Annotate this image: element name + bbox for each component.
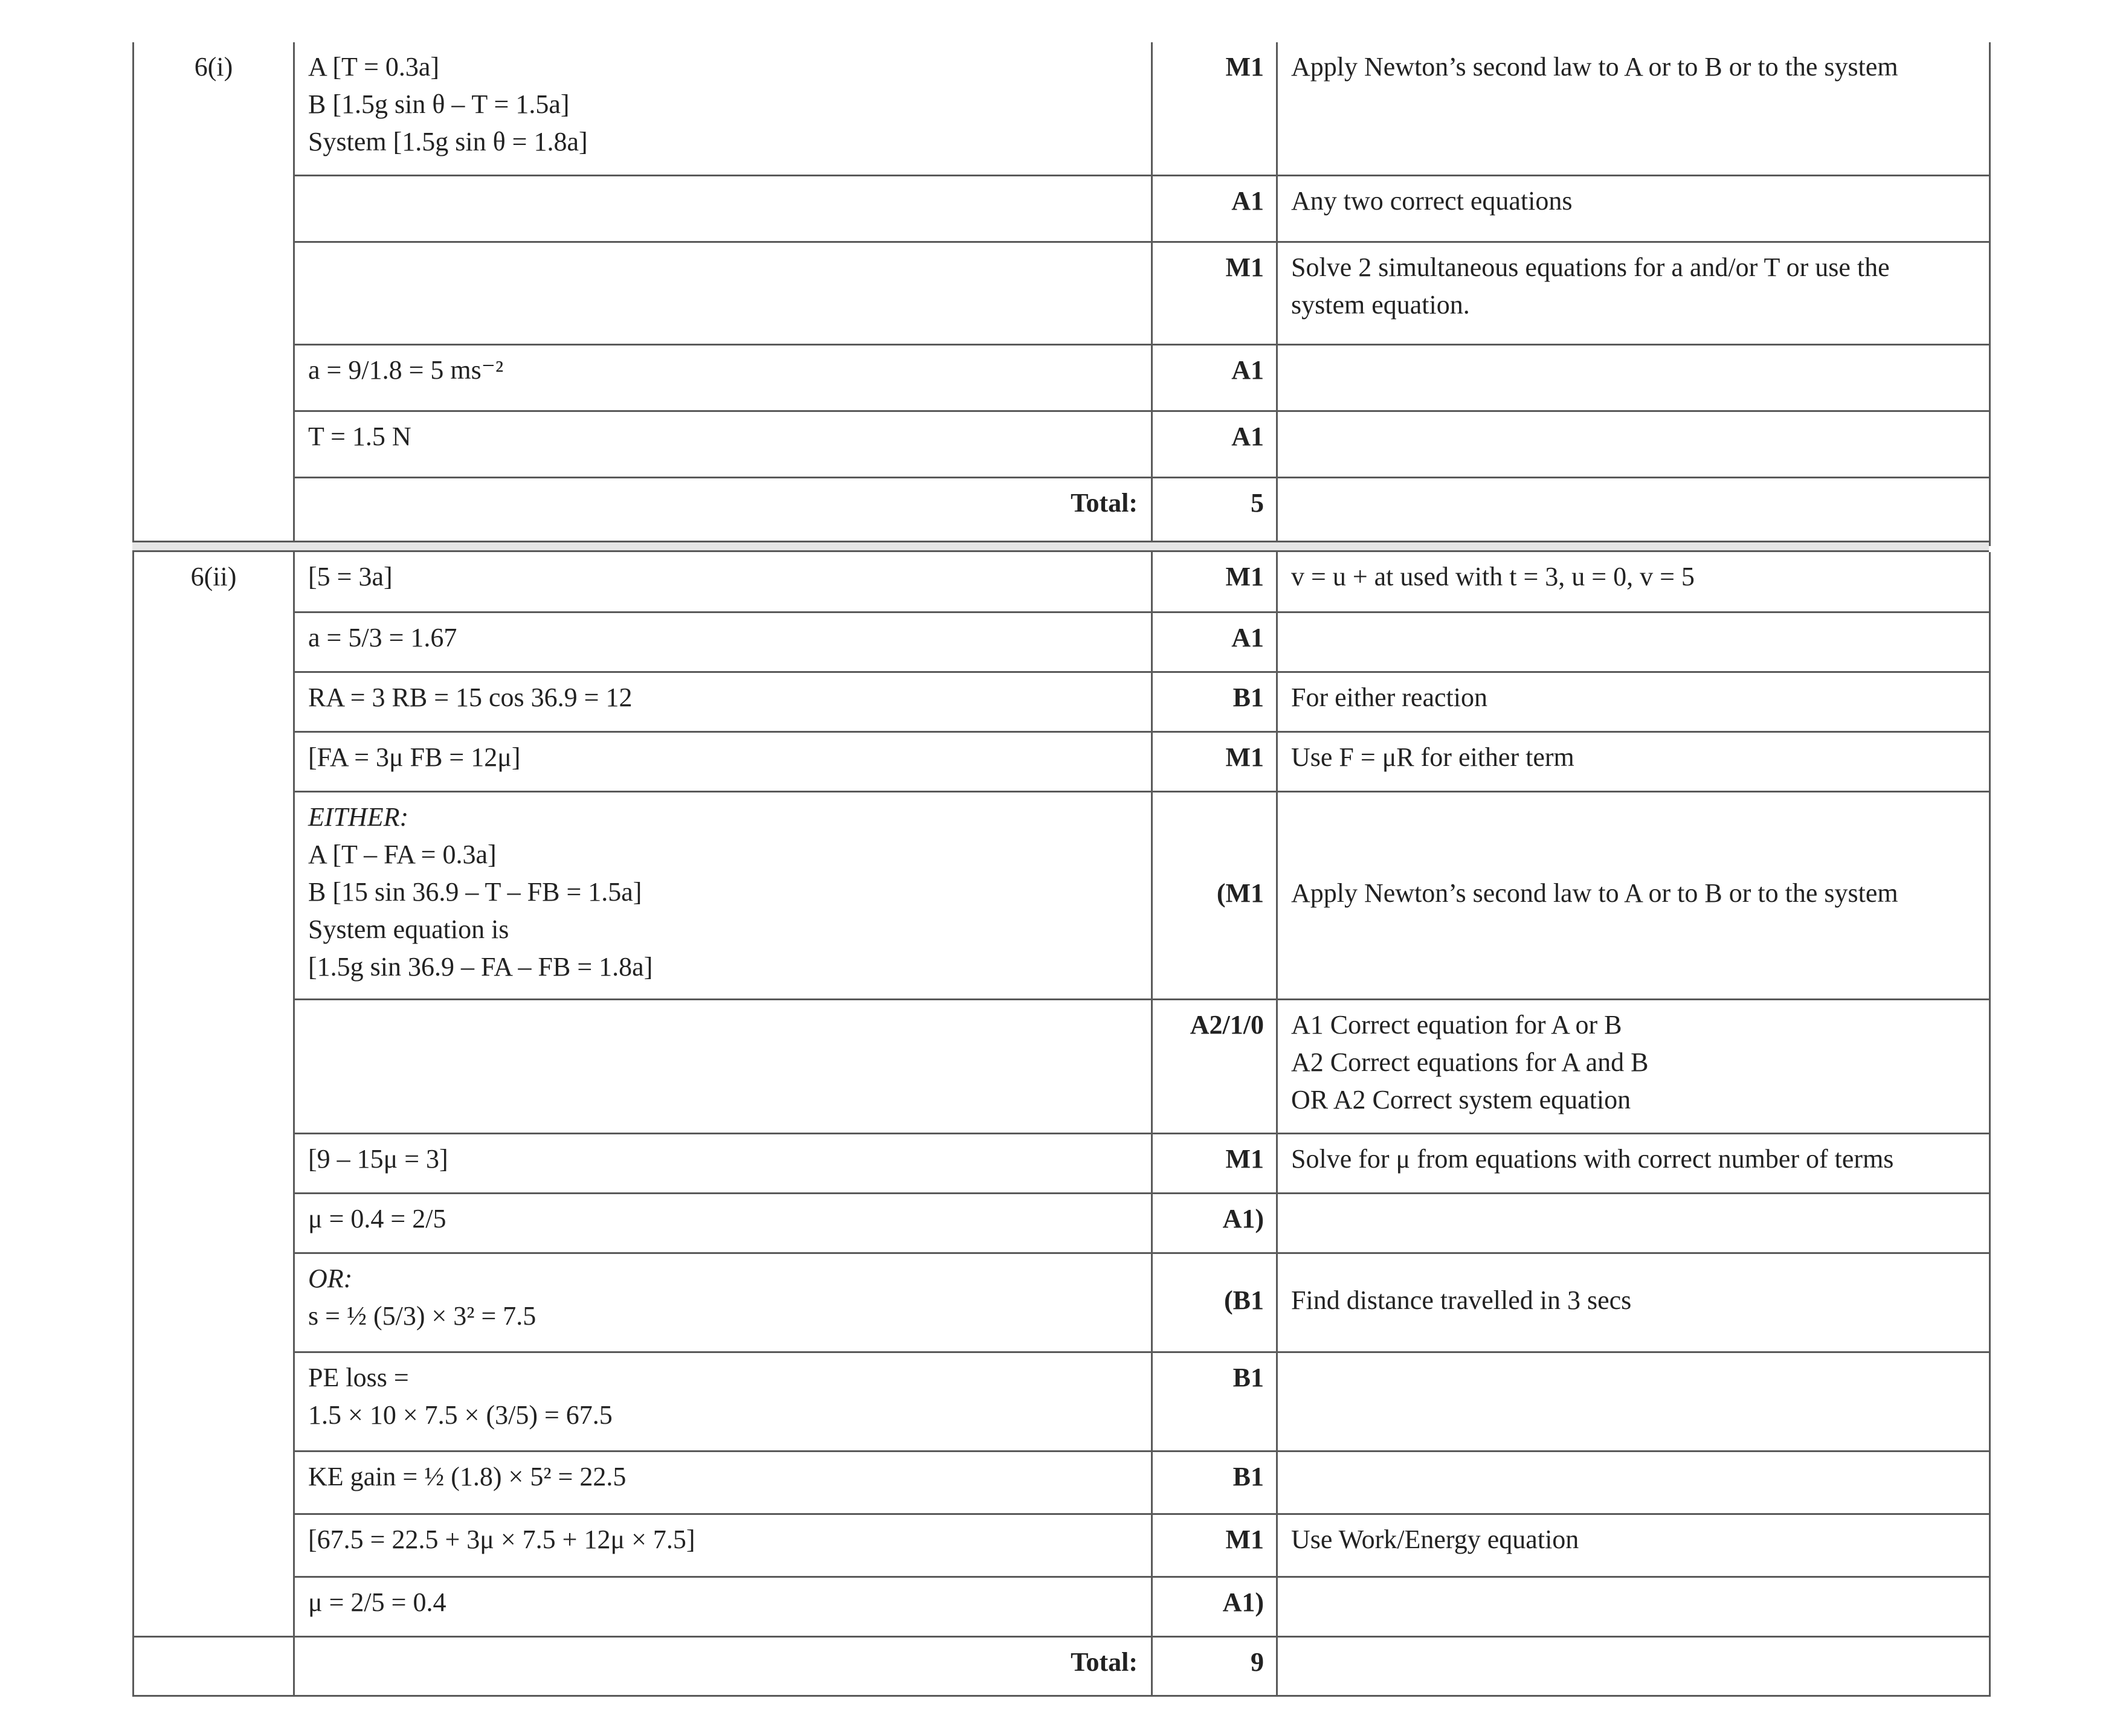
table-row: [134, 1514, 1990, 1577]
table-row: [134, 672, 1990, 731]
table-row: [134, 731, 1990, 791]
mark-cell: A1: [1152, 175, 1277, 242]
guidance-line: Use F = μR for either term: [1291, 742, 1574, 772]
table-row: [134, 411, 1990, 477]
guidance-line: Use Work/Energy equation: [1291, 1524, 1579, 1554]
answer-cell: [294, 1577, 1152, 1636]
guidance-cell: [1277, 411, 1990, 477]
answer-line: B [1.5g sin θ – T = 1.5a]: [308, 89, 570, 119]
mark-cell: A1: [1152, 612, 1277, 672]
mark-cell: B1: [1152, 1451, 1277, 1514]
guidance-cell: [1277, 242, 1990, 344]
answer-line: A [T – FA = 0.3a]: [308, 839, 497, 869]
guidance-line: Apply Newton’s second law to A or to B or to the system: [1291, 52, 1898, 82]
answer-cell: [294, 411, 1152, 477]
answer-cell: [294, 1514, 1152, 1577]
guidance-cell: [1277, 1133, 1990, 1193]
answer-cell: [294, 1253, 1152, 1352]
mark-cell: A1: [1152, 411, 1277, 477]
table-row: [134, 344, 1990, 411]
question-number: 6(i): [134, 42, 294, 545]
table-row: [134, 42, 1990, 175]
guidance-cell: [1277, 477, 1990, 545]
mark-cell: B1: [1152, 672, 1277, 731]
mark-cell: A1): [1152, 1193, 1277, 1253]
answer-line: s = ½ (5/3) × 3² = 7.5: [308, 1300, 536, 1331]
mark-cell: M1: [1152, 42, 1277, 175]
answer-cell: [294, 1133, 1152, 1193]
guidance-line: Apply Newton’s second law to A or to B or to the system: [1291, 878, 1898, 908]
guidance-cell: [1277, 552, 1990, 612]
mark-cell: M1: [1152, 242, 1277, 344]
answer-cell: [294, 999, 1152, 1133]
table-row: [134, 612, 1990, 672]
mark-cell: M1: [1152, 1133, 1277, 1193]
guidance-line: Find distance travelled in 3 secs: [1291, 1285, 1632, 1315]
answer-line: T = 1.5 N: [308, 421, 411, 451]
answer-cell: [294, 175, 1152, 242]
guidance-line: For either reaction: [1291, 682, 1487, 712]
table-row: [134, 1451, 1990, 1514]
answer-line: μ = 2/5 = 0.4: [308, 1587, 446, 1617]
guidance-cell: [1277, 672, 1990, 731]
answer-cell: [294, 731, 1152, 791]
answer-line: a = 5/3 = 1.67: [308, 622, 457, 652]
table-row: [134, 1133, 1990, 1193]
answer-line: 1.5 × 10 × 7.5 × (3/5) = 67.5: [308, 1400, 613, 1430]
mark-cell: A1: [1152, 344, 1277, 411]
guidance-cell: [1277, 175, 1990, 242]
answer-line: [9 – 15μ = 3]: [308, 1143, 448, 1174]
guidance-cell: [1277, 791, 1990, 999]
mark-scheme-table-part-i: [132, 42, 1991, 546]
guidance-line: v = u + at used with t = 3, u = 0, v = 5: [1291, 562, 1695, 591]
guidance-cell: [1277, 1577, 1990, 1636]
guidance-line: OR A2 Correct system equation: [1291, 1084, 1631, 1114]
guidance-cell: [1277, 1352, 1990, 1451]
table-row: [134, 242, 1990, 344]
mark-cell: (B1: [1152, 1253, 1277, 1352]
total-label: Total:: [294, 1636, 1152, 1696]
answer-line: [FA = 3μ FB = 12μ]: [308, 742, 521, 772]
mark-scheme-table-part-ii: [132, 552, 1991, 1697]
answer-line: a = 9/1.8 = 5 ms⁻²: [308, 355, 504, 385]
mark-cell: B1: [1152, 1352, 1277, 1451]
table-row: [134, 999, 1990, 1133]
guidance-cell: [1277, 1451, 1990, 1514]
total-label: Total:: [294, 477, 1152, 545]
answer-line: B [15 sin 36.9 – T – FB = 1.5a]: [308, 876, 642, 907]
guidance-cell: [1277, 1253, 1990, 1352]
section-divider: [132, 541, 1989, 552]
mark-cell: (M1: [1152, 791, 1277, 999]
answer-cell: [294, 344, 1152, 411]
guidance-cell: [1277, 1514, 1990, 1577]
guidance-cell: [1277, 344, 1990, 411]
mark-cell: A2/1/0: [1152, 999, 1277, 1133]
question-number-empty: [134, 1636, 294, 1696]
guidance-cell: [1277, 1636, 1990, 1696]
answer-line: [5 = 3a]: [308, 562, 393, 591]
answer-cell: [294, 42, 1152, 175]
mark-cell: M1: [1152, 1514, 1277, 1577]
answer-cell: [294, 672, 1152, 731]
answer-line: RA = 3 RB = 15 cos 36.9 = 12: [308, 682, 633, 712]
answer-cell: [294, 1193, 1152, 1253]
answer-line: EITHER:: [308, 802, 409, 832]
mark-cell: A1): [1152, 1577, 1277, 1636]
total-value: 9: [1152, 1636, 1277, 1696]
table-row: [134, 552, 1990, 612]
table-row: [134, 1193, 1990, 1253]
total-row: [134, 1636, 1990, 1696]
answer-line: KE gain = ½ (1.8) × 5² = 22.5: [308, 1461, 627, 1491]
guidance-line: Any two correct equations: [1291, 185, 1573, 216]
answer-cell: [294, 791, 1152, 999]
question-number: 6(ii): [134, 552, 294, 1636]
table-row: [134, 1577, 1990, 1636]
answer-cell: [294, 1451, 1152, 1514]
guidance-cell: [1277, 42, 1990, 175]
total-row: [134, 477, 1990, 545]
answer-line: PE loss =: [308, 1362, 409, 1392]
answer-line: [1.5g sin 36.9 – FA – FB = 1.8a]: [308, 951, 653, 982]
guidance-cell: [1277, 999, 1990, 1133]
table-row: [134, 1352, 1990, 1451]
mark-cell: M1: [1152, 731, 1277, 791]
answer-line: μ = 0.4 = 2/5: [308, 1203, 446, 1233]
answer-line: OR:: [308, 1263, 353, 1293]
answer-cell: [294, 1352, 1152, 1451]
answer-cell: [294, 552, 1152, 612]
answer-cell: [294, 612, 1152, 672]
total-value: 5: [1152, 477, 1277, 545]
guidance-cell: [1277, 731, 1990, 791]
guidance-line: A1 Correct equation for A or B: [1291, 1009, 1622, 1040]
table-row: [134, 1253, 1990, 1352]
guidance-line: Solve 2 simultaneous equations for a and/or T or use the: [1291, 252, 1890, 282]
guidance-line: system equation.: [1291, 289, 1470, 320]
guidance-line: A2 Correct equations for A and B: [1291, 1047, 1649, 1077]
guidance-line: Solve for μ from equations with correct number of terms: [1291, 1143, 1894, 1174]
mark-cell: M1: [1152, 552, 1277, 612]
answer-line: System [1.5g sin θ = 1.8a]: [308, 127, 588, 156]
table-row: [134, 175, 1990, 242]
guidance-cell: [1277, 1193, 1990, 1253]
table-row: [134, 791, 1990, 999]
answer-line: [67.5 = 22.5 + 3μ × 7.5 + 12μ × 7.5]: [308, 1524, 695, 1554]
guidance-cell: [1277, 612, 1990, 672]
answer-line: A [T = 0.3a]: [308, 52, 440, 82]
answer-line: System equation is: [308, 914, 509, 944]
answer-cell: [294, 242, 1152, 344]
